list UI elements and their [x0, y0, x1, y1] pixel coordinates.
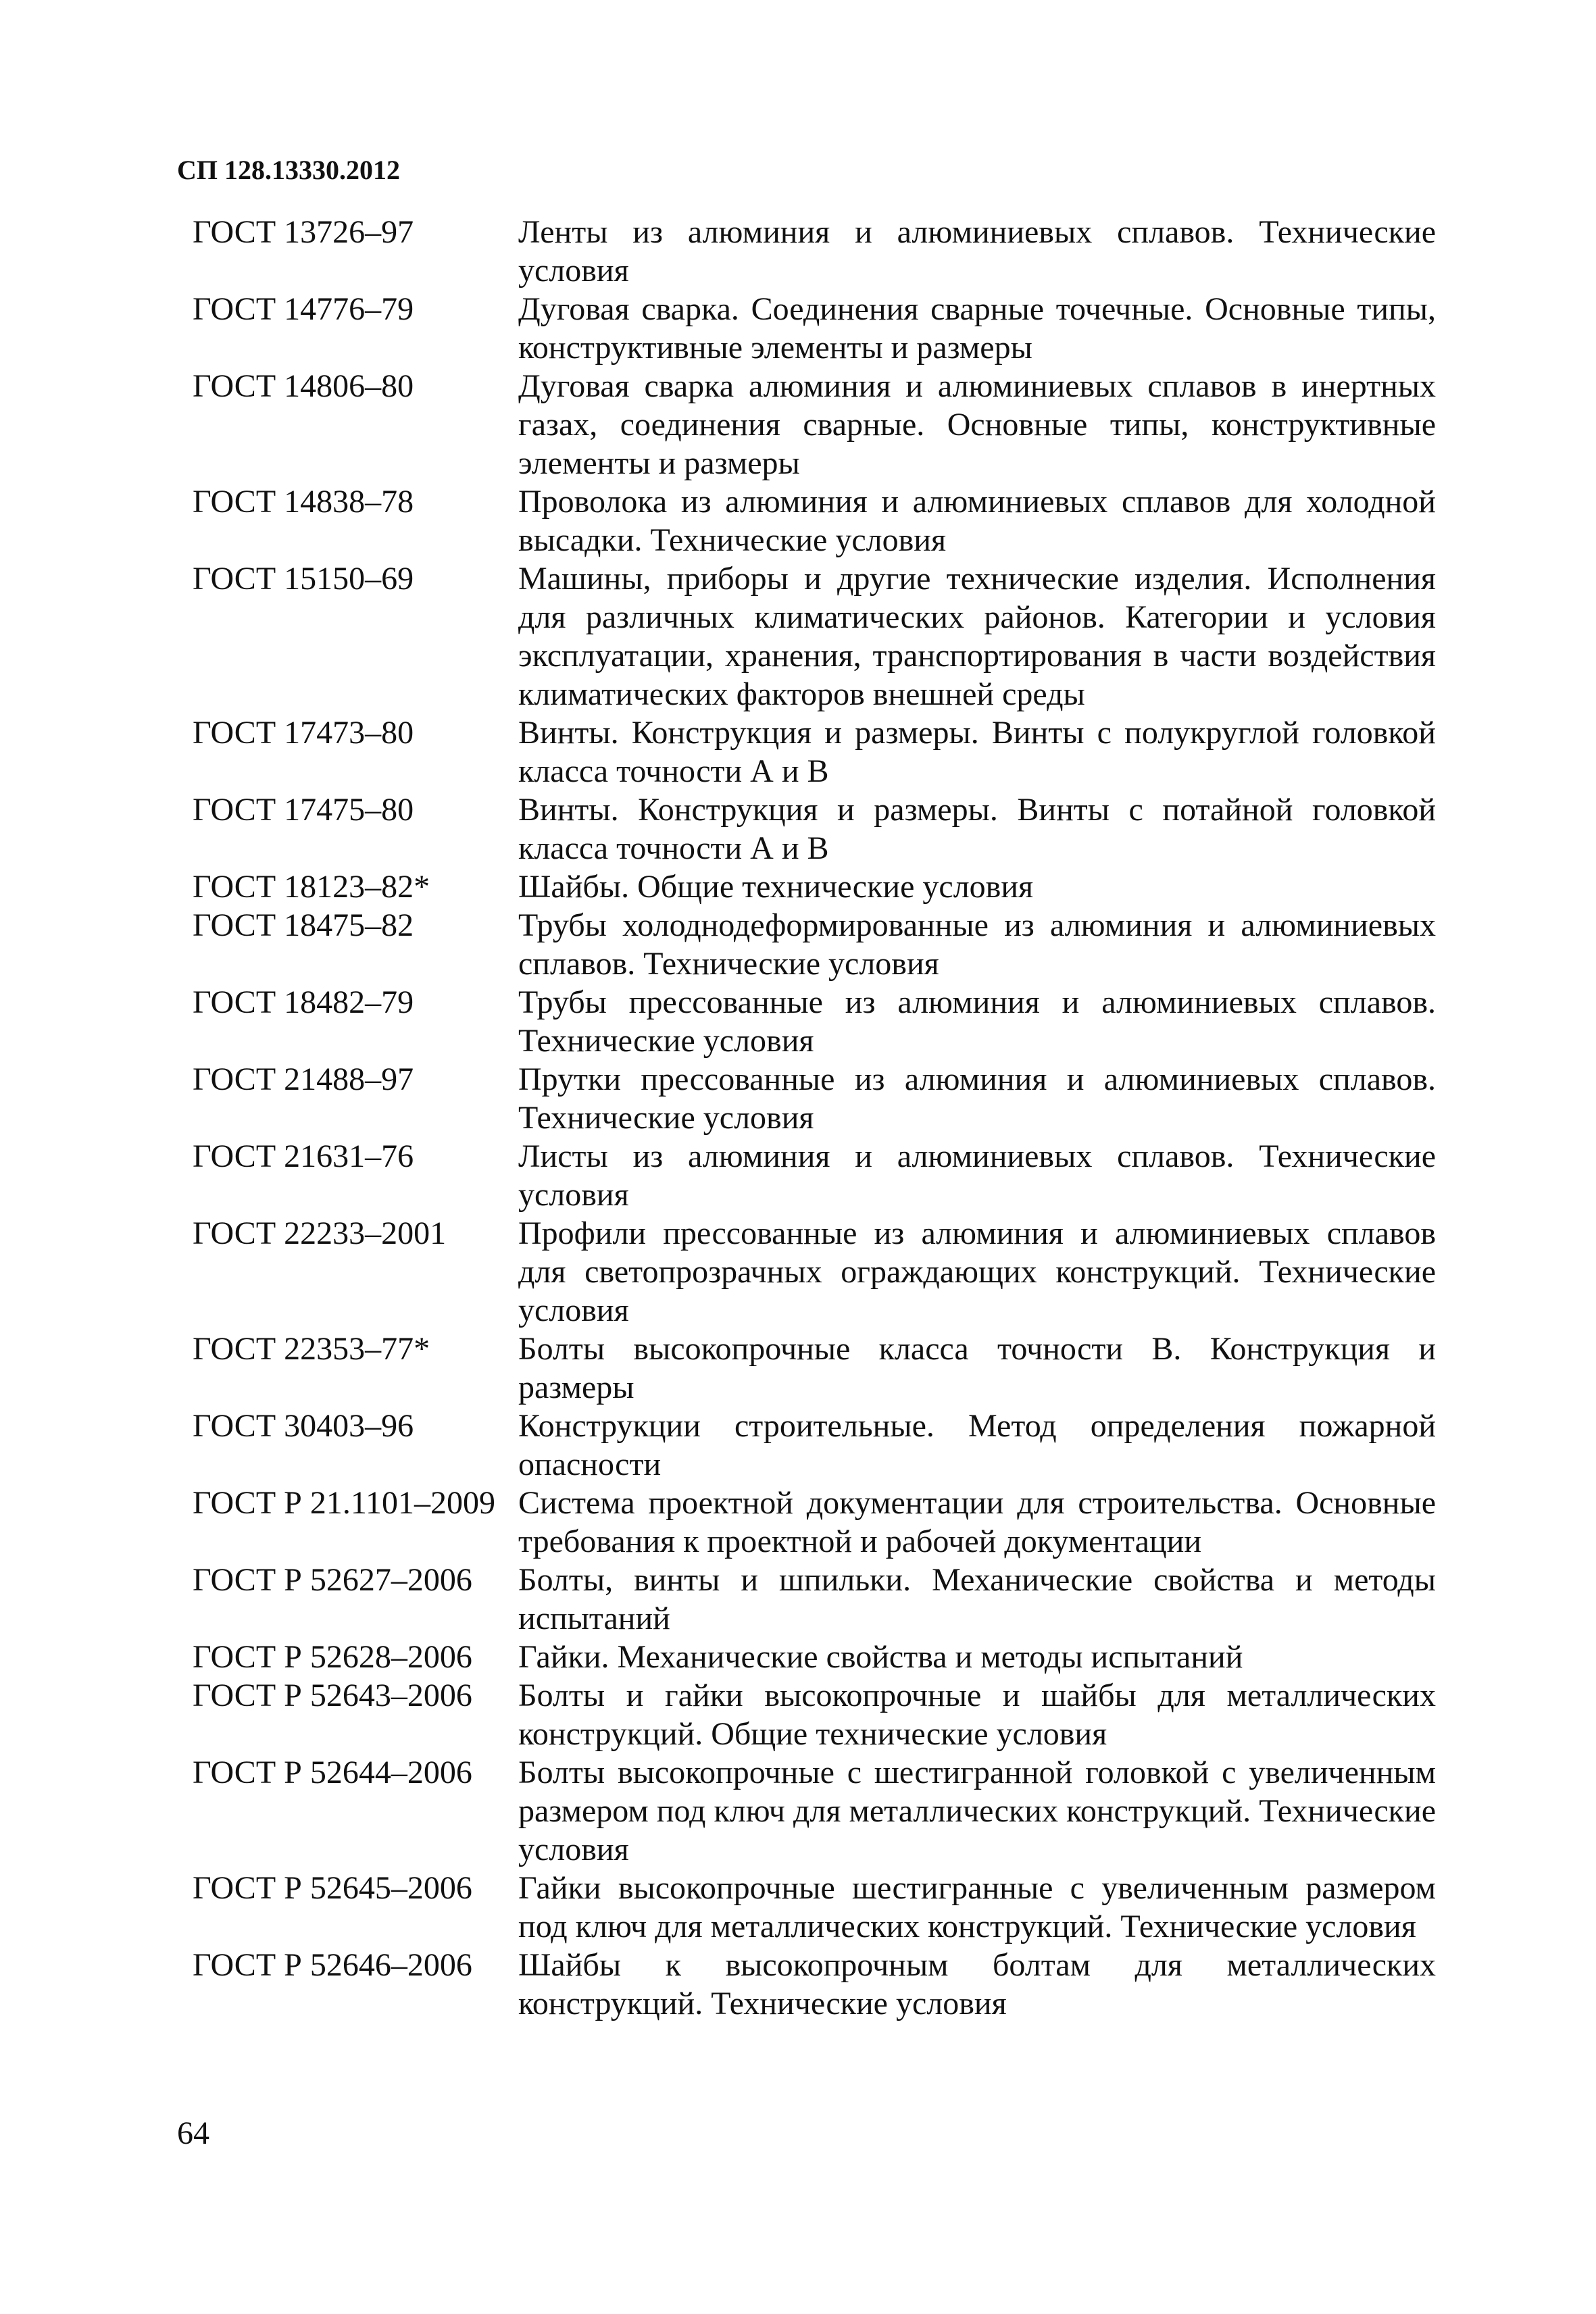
- standard-title: Шайбы. Общие технические условия: [518, 869, 1034, 905]
- list-item: [193, 559, 1436, 713]
- list-item: [193, 1946, 1436, 2023]
- standard-code: ГОСТ 22353–77*: [193, 1331, 430, 1367]
- standard-code: ГОСТ Р 52646–2006: [193, 1947, 472, 1983]
- standard-code: ГОСТ Р 52628–2006: [193, 1639, 472, 1675]
- standards-list: [193, 213, 1436, 2023]
- page-number: 64: [177, 2115, 209, 2151]
- standard-code: ГОСТ 18123–82*: [193, 869, 430, 905]
- list-item: [193, 713, 1436, 790]
- standard-title: Система проектной документации для строительства. Основные требования к проектной и рабочей документации: [518, 1485, 1436, 1559]
- standard-code: ГОСТ Р 52644–2006: [193, 1755, 472, 1790]
- standard-code: ГОСТ 18482–79: [193, 984, 414, 1020]
- standard-title: Трубы прессованные из алюминия и алюминиевых сплавов. Технические условия: [518, 984, 1436, 1059]
- standard-code: ГОСТ 21631–76: [193, 1138, 414, 1174]
- standard-title: Болты высокопрочные с шестигранной головкой с увеличенным размером под ключ для металлических конструкций. Технические условия: [518, 1755, 1436, 1867]
- standard-code: ГОСТ 18475–82: [193, 907, 414, 943]
- standard-title: Прутки прессованные из алюминия и алюминиевых сплавов. Технические условия: [518, 1061, 1436, 1136]
- list-item: [193, 290, 1436, 367]
- list-item: [193, 367, 1436, 482]
- list-item: [193, 213, 1436, 290]
- standard-code: ГОСТ 17475–80: [193, 792, 414, 828]
- standard-code: ГОСТ Р 52643–2006: [193, 1678, 472, 1713]
- standard-title: Дуговая сварка. Соединения сварные точечные. Основные типы, конструктивные элементы и размеры: [518, 291, 1436, 366]
- standard-code: ГОСТ 14776–79: [193, 291, 414, 327]
- standard-code: ГОСТ Р 52627–2006: [193, 1562, 472, 1598]
- list-item: [193, 906, 1436, 983]
- list-item: [193, 1060, 1436, 1137]
- standard-title: Трубы холоднодеформированные из алюминия и алюминиевых сплавов. Технические условия: [518, 907, 1436, 982]
- list-item: [193, 1137, 1436, 1214]
- list-item: [193, 1407, 1436, 1484]
- standard-title: Болты высокопрочные класса точности В. Конструкция и размеры: [518, 1331, 1436, 1405]
- standard-code: ГОСТ 30403–96: [193, 1408, 414, 1444]
- standard-title: Болты, винты и шпильки. Механические свойства и методы испытаний: [518, 1562, 1436, 1636]
- list-item: [193, 1638, 1436, 1676]
- standard-title: Листы из алюминия и алюминиевых сплавов. Технические условия: [518, 1138, 1436, 1213]
- list-item: [193, 790, 1436, 867]
- list-item: [193, 1753, 1436, 1869]
- standard-code: ГОСТ Р 21.1101–2009: [193, 1485, 496, 1521]
- standard-title: Шайбы к высокопрочным болтам для металлических конструкций. Технические условия: [518, 1947, 1436, 2021]
- standard-title: Винты. Конструкция и размеры. Винты с потайной головкой класса точности А и В: [518, 792, 1436, 866]
- standard-code: ГОСТ Р 52645–2006: [193, 1870, 472, 1906]
- list-item: [193, 482, 1436, 559]
- standard-code: ГОСТ 13726–97: [193, 214, 414, 250]
- standard-title: Машины, приборы и другие технические изделия. Исполнения для различных климатических районов. Категории и условия эксплуатации, хранения, транспортирования в части воздействия климатических факторов внешней среды: [518, 561, 1436, 712]
- list-item: [193, 1869, 1436, 1946]
- list-item: [193, 1561, 1436, 1638]
- standard-title: Гайки. Механические свойства и методы испытаний: [518, 1639, 1243, 1675]
- standard-title: Болты и гайки высокопрочные и шайбы для металлических конструкций. Общие технические условия: [518, 1678, 1436, 1752]
- standard-title: Ленты из алюминия и алюминиевых сплавов. Технические условия: [518, 214, 1436, 288]
- standard-code: ГОСТ 21488–97: [193, 1061, 414, 1097]
- standard-code: ГОСТ 22233–2001: [193, 1215, 447, 1251]
- standard-code: ГОСТ 15150–69: [193, 561, 414, 597]
- standard-title: Профили прессованные из алюминия и алюминиевых сплавов для светопрозрачных ограждающих конструкций. Технические условия: [518, 1215, 1436, 1328]
- standard-title: Конструкции строительные. Метод определения пожарной опасности: [518, 1408, 1436, 1482]
- standard-code: ГОСТ 17473–80: [193, 715, 414, 751]
- list-item: [193, 1484, 1436, 1561]
- standard-title: Проволока из алюминия и алюминиевых сплавов для холодной высадки. Технические условия: [518, 484, 1436, 558]
- list-item: [193, 983, 1436, 1060]
- document-header: СП 128.13330.2012: [177, 155, 400, 185]
- standard-code: ГОСТ 14838–78: [193, 484, 414, 520]
- standard-code: ГОСТ 14806–80: [193, 368, 414, 404]
- list-item: [193, 1676, 1436, 1753]
- list-item: [193, 1214, 1436, 1330]
- list-item: [193, 1330, 1436, 1407]
- standard-title: Гайки высокопрочные шестигранные с увеличенным размером под ключ для металлических конструкций. Технические условия: [518, 1870, 1436, 1944]
- list-item: [193, 867, 1436, 906]
- standard-title: Дуговая сварка алюминия и алюминиевых сплавов в инертных газах, соединения сварные. Основные типы, конструктивные элементы и размеры: [518, 368, 1436, 481]
- standard-title: Винты. Конструкция и размеры. Винты с полукруглой головкой класса точности А и В: [518, 715, 1436, 789]
